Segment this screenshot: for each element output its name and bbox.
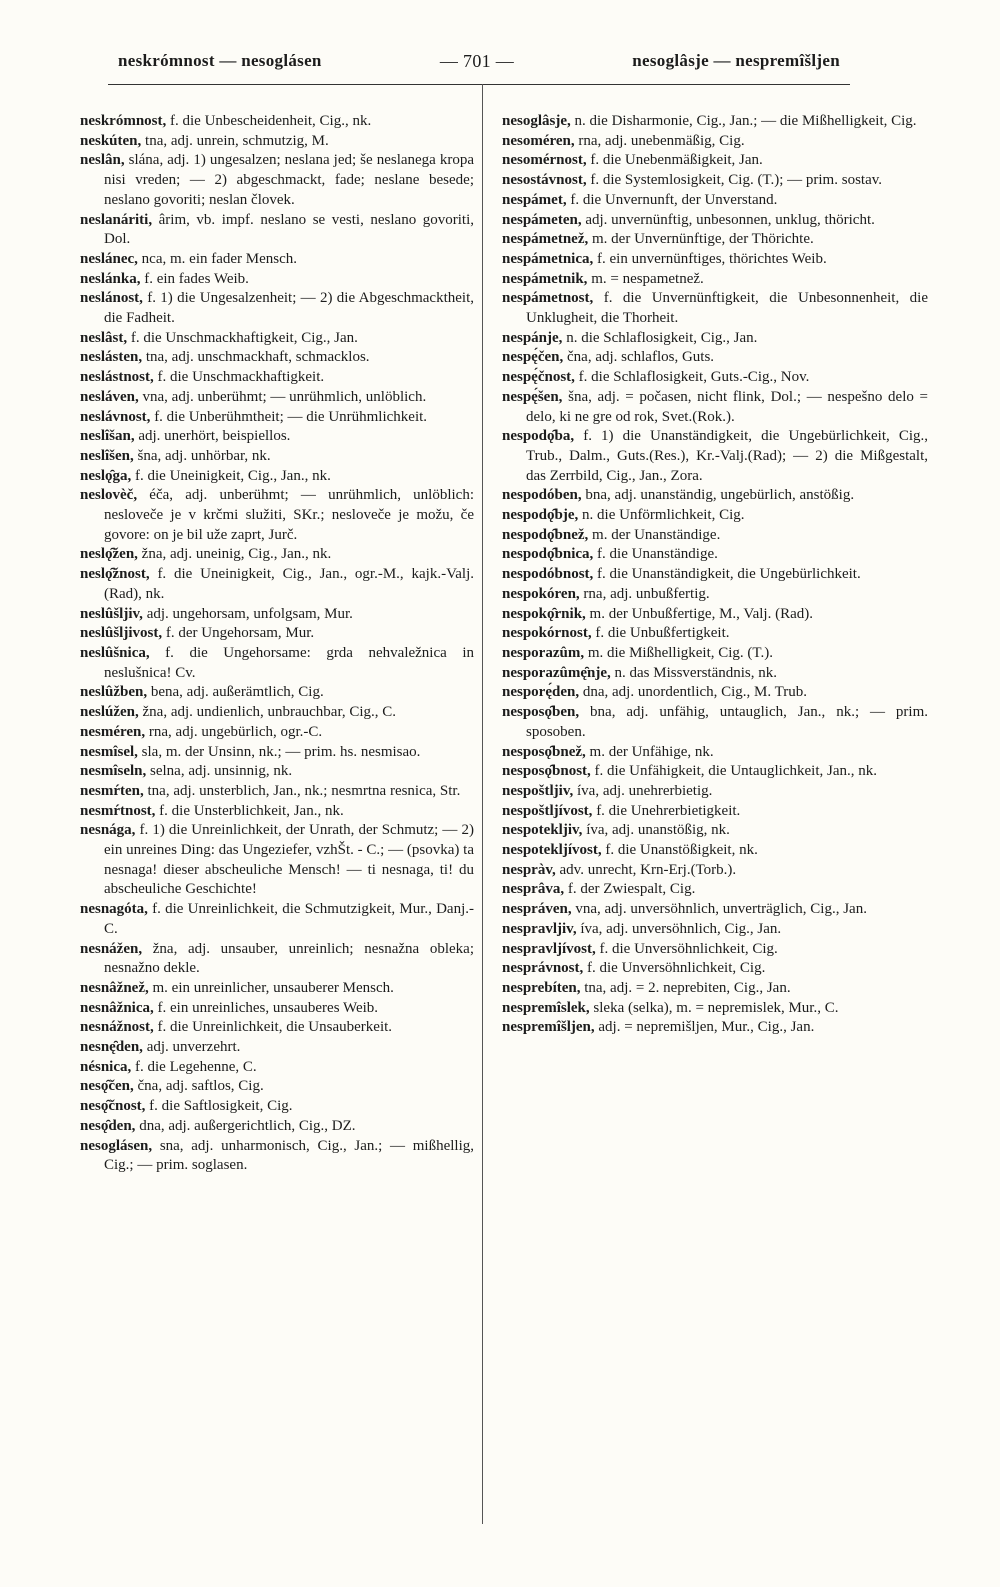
dictionary-entry bbox=[80, 250, 474, 270]
entry-headword: nespremîšljen, bbox=[502, 1019, 595, 1036]
entry-headword: nespremîslek, bbox=[502, 999, 590, 1016]
dictionary-entry bbox=[80, 329, 474, 349]
entry-definition: rna, adj. ungebürlich, ogr.-C. bbox=[148, 723, 323, 740]
dictionary-entry bbox=[502, 743, 928, 763]
dictionary-entry bbox=[502, 940, 928, 960]
entry-headword: nesporę́den, bbox=[502, 684, 580, 701]
dictionary-entry bbox=[502, 230, 928, 250]
entry-headword: nesprâva, bbox=[502, 881, 565, 898]
entry-headword: nesǫ̑den, bbox=[80, 1117, 136, 1134]
dictionary-entry bbox=[502, 348, 928, 368]
column-divider bbox=[482, 84, 483, 1524]
entry-headword: nespámetnik, bbox=[502, 270, 588, 287]
dictionary-entry bbox=[80, 427, 474, 447]
dictionary-entry bbox=[502, 880, 928, 900]
entry-definition: sla, m. der Unsinn, nk.; — prim. hs. nesmisao. bbox=[141, 743, 421, 760]
entry-headword: nesposǫ̑ben, bbox=[502, 704, 580, 721]
entry-definition: f. die Legehenne, C. bbox=[135, 1058, 257, 1075]
entry-definition: bna, adj. unanständig, ungebürlich, anstößig. bbox=[585, 487, 855, 504]
entry-definition: f. die Schlaflosigkeit, Guts.-Cig., Nov. bbox=[578, 369, 810, 386]
entry-definition: f. die Unehrerbietigkeit. bbox=[596, 802, 741, 819]
dictionary-entry bbox=[502, 664, 928, 684]
entry-headword: neslǫ̑žen, bbox=[80, 546, 138, 563]
dictionary-entry bbox=[80, 723, 474, 743]
entry-definition: m. = nespametnež. bbox=[591, 270, 704, 287]
dictionary-entry bbox=[502, 624, 928, 644]
entry-definition: f. ein fades Weib. bbox=[144, 270, 249, 287]
entry-definition: adj. unerhört, beispiellos. bbox=[138, 428, 291, 445]
entry-headword: nespodǫ̑bnež, bbox=[502, 526, 589, 543]
entry-definition: f. ein unreinliches, unsauberes Weib. bbox=[157, 999, 379, 1016]
entry-headword: neslanáriti, bbox=[80, 211, 153, 228]
entry-definition: žna, adj. undienlich, unbrauchbar, Cig., C. bbox=[142, 704, 397, 721]
entry-definition: dna, adj. unordentlich, Cig., M. Trub. bbox=[582, 684, 808, 701]
dictionary-entry bbox=[80, 743, 474, 763]
entry-definition: šna, adj. = počasen, nicht flink, Dol.; — nespešno delo = delo, ki ne gre od rok, Svet.(Rok.). bbox=[526, 388, 929, 425]
entry-headword: neslîšan, bbox=[80, 428, 135, 445]
entry-definition: f. die Unbescheidenheit, Cig., nk. bbox=[170, 113, 372, 129]
dictionary-entry bbox=[502, 368, 928, 388]
entry-definition: adj. unverzehrt. bbox=[146, 1039, 241, 1056]
entry-definition: f. die Unbußfertigkeit. bbox=[595, 625, 730, 642]
entry-definition: adj. ungehorsam, unfolgsam, Mur. bbox=[146, 605, 353, 622]
dictionary-entry bbox=[80, 467, 474, 487]
entry-definition: dna, adj. außergerichtlich, Cig., DZ. bbox=[139, 1117, 356, 1134]
entry-definition: f. der Ungehorsam, Mur. bbox=[165, 625, 315, 642]
dictionary-entry bbox=[80, 447, 474, 467]
entry-definition: m. die Mißhelligkeit, Cig. (T.). bbox=[587, 644, 773, 661]
dictionary-entry bbox=[502, 920, 928, 940]
entry-definition: f. die Saftlosigkeit, Cig. bbox=[149, 1098, 293, 1115]
entry-headword: nesoméren, bbox=[502, 132, 575, 149]
entry-definition: f. 1) die Unanständigkeit, die Ungebürlichkeit, Cig., Trub., Dalm., Guts.(Res.), Kr.-Valj.(Rad); — 2) die Mißgestalt, das Zerrbild, Cig., Jan., Zora. bbox=[526, 428, 928, 484]
dictionary-entry bbox=[80, 605, 474, 625]
entry-definition: bena, adj. außerämtlich, Cig. bbox=[150, 684, 324, 701]
entry-definition: sleka (selka), m. = nepremislek, Mur., C. bbox=[593, 999, 839, 1016]
entry-headword: neslúžen, bbox=[80, 704, 139, 721]
entry-headword: neslǫ̑žnost, bbox=[80, 566, 150, 583]
entry-definition: f. die Unschmackhaftigkeit, Cig., Jan. bbox=[130, 329, 358, 346]
entry-headword: neslûšljivost, bbox=[80, 625, 163, 642]
entry-definition: vna, adj. unberühmt; — unrühmlich, unlöblich. bbox=[142, 388, 427, 405]
dictionary-entry bbox=[80, 1117, 474, 1137]
entry-headword: nespodǫ̑bje, bbox=[502, 507, 579, 524]
entry-headword: nespodóben, bbox=[502, 487, 582, 504]
entry-definition: slána, adj. 1) ungesalzen; neslana jed; še neslanega kropa nisi vreden; — 2) abgeschmackt, fade; neslane besede; neslano govoriti; neslan človek. bbox=[104, 152, 475, 208]
dictionary-entry bbox=[80, 348, 474, 368]
dictionary-entry bbox=[502, 526, 928, 546]
dictionary-entry bbox=[502, 565, 928, 585]
entry-headword: nesposǫ̑bnež, bbox=[502, 743, 586, 760]
dictionary-entry bbox=[80, 289, 474, 328]
entry-headword: nespotekljiv, bbox=[502, 822, 583, 839]
entry-definition: rna, adj. unebenmäßig, Cig. bbox=[578, 132, 745, 149]
entry-definition: nca, m. ein fader Mensch. bbox=[141, 250, 298, 267]
dictionary-entry bbox=[502, 486, 928, 506]
entry-headword: nespoštljívost, bbox=[502, 802, 593, 819]
dictionary-entry bbox=[80, 388, 474, 408]
entry-headword: nespokóren, bbox=[502, 585, 580, 602]
entry-definition: čna, adj. saftlos, Cig. bbox=[137, 1078, 264, 1095]
entry-headword: nesnę̑den, bbox=[80, 1039, 143, 1056]
dictionary-entry bbox=[80, 802, 474, 822]
dictionary-entry bbox=[80, 565, 474, 604]
entry-definition: n. die Unförmlichkeit, Cig. bbox=[582, 507, 745, 524]
entry-headword: neslûšljiv, bbox=[80, 605, 143, 622]
dictionary-entry bbox=[502, 585, 928, 605]
dictionary-entry bbox=[80, 762, 474, 782]
dictionary-entry bbox=[502, 605, 928, 625]
dictionary-entry bbox=[80, 979, 474, 999]
dictionary-entry bbox=[502, 427, 928, 486]
dictionary-entry bbox=[502, 191, 928, 211]
entry-headword: neslûšnica, bbox=[80, 644, 150, 661]
entry-headword: nespámetnež, bbox=[502, 231, 589, 248]
dictionary-entry bbox=[502, 900, 928, 920]
dictionary-entry bbox=[80, 211, 474, 250]
entry-headword: nesǫ̑čnost, bbox=[80, 1098, 146, 1115]
dictionary-entry bbox=[502, 959, 928, 979]
dictionary-entry bbox=[80, 132, 474, 152]
dictionary-entry bbox=[80, 270, 474, 290]
entry-definition: adj. = nepremišljen, Mur., Cig., Jan. bbox=[598, 1019, 815, 1036]
entry-headword: neslǫ̑ga, bbox=[80, 467, 132, 484]
entry-definition: f. die Unvernünftigkeit, die Unbesonnenheit, die Unklugheit, die Thorheit. bbox=[526, 290, 928, 327]
entry-headword: nesmŕten, bbox=[80, 782, 144, 799]
dictionary-entry bbox=[80, 1097, 474, 1117]
dictionary-entry bbox=[502, 270, 928, 290]
entry-definition: n. das Missverständnis, nk. bbox=[614, 664, 777, 681]
entry-definition: tna, adj. = 2. neprebiten, Cig., Jan. bbox=[584, 979, 791, 996]
entry-headword: nesmîsel, bbox=[80, 743, 138, 760]
dictionary-entry bbox=[502, 782, 928, 802]
entry-headword: nesnagóta, bbox=[80, 901, 148, 918]
entry-headword: nespravljiv, bbox=[502, 920, 577, 937]
entry-headword: nespotekljívost, bbox=[502, 842, 602, 859]
entry-headword: nésnica, bbox=[80, 1058, 132, 1075]
entry-definition: éča, adj. unberühmt; — unrühmlich, unlöblich: nesloveče je v krčmi služiti, SKr.; nesloveče je možu, če govore: on je bil uže zaprt, Jurč. bbox=[104, 487, 475, 543]
entry-definition: m. der Unanständige. bbox=[592, 526, 721, 543]
entry-definition: íva, adj. unversöhnlich, Cig., Jan. bbox=[580, 920, 782, 937]
dictionary-entry bbox=[502, 802, 928, 822]
dictionary-entry bbox=[80, 408, 474, 428]
entry-headword: nesnážen, bbox=[80, 940, 143, 957]
entry-definition: žna, adj. uneinig, Cig., Jan., nk. bbox=[141, 546, 332, 563]
entry-headword: nespámet, bbox=[502, 191, 567, 208]
entry-definition: n. die Schlaflosigkeit, Cig., Jan. bbox=[566, 329, 758, 346]
entry-headword: neskúten, bbox=[80, 132, 142, 149]
dictionary-entry bbox=[80, 151, 474, 210]
entry-definition: f. die Unberühmtheit; — die Unrühmlichkeit. bbox=[154, 408, 428, 425]
dictionary-entry bbox=[502, 289, 928, 328]
entry-headword: nesporazûmę̑nje, bbox=[502, 664, 611, 681]
entry-headword: nesoglâsje, bbox=[502, 113, 571, 129]
header-rule bbox=[108, 84, 850, 85]
entry-headword: nesomérnost, bbox=[502, 152, 587, 169]
entry-definition: tna, adj. unschmackhaft, schmacklos. bbox=[145, 349, 370, 366]
entry-headword: nesnâžnež, bbox=[80, 979, 149, 996]
dictionary-entry bbox=[80, 545, 474, 565]
dictionary-entry bbox=[502, 250, 928, 270]
page-number: — 701 — bbox=[439, 50, 515, 71]
entry-headword: neslánec, bbox=[80, 250, 138, 267]
entry-headword: nespokǫ̑rnik, bbox=[502, 605, 586, 622]
entry-headword: nespoštljiv, bbox=[502, 782, 574, 799]
dictionary-entry bbox=[502, 999, 928, 1019]
entry-headword: nespę́čnost, bbox=[502, 369, 575, 386]
dictionary-entry bbox=[80, 1038, 474, 1058]
dictionary-entry bbox=[80, 900, 474, 939]
entry-definition: íva, adj. unehrerbietig. bbox=[577, 782, 713, 799]
entry-definition: f. die Unfähigkeit, die Untauglichkeit, Jan., nk. bbox=[594, 763, 877, 780]
entry-headword: nespánje, bbox=[502, 329, 563, 346]
entry-definition: f. die Ungehorsame: grda nehvaležnica in neslušnica! Cv. bbox=[104, 644, 474, 681]
dictionary-entry bbox=[502, 683, 928, 703]
entry-definition: f. ein unvernünftiges, thörichtes Weib. bbox=[597, 250, 827, 267]
entry-headword: neslâst, bbox=[80, 329, 128, 346]
entry-definition: f. die Unanstößigkeit, nk. bbox=[605, 842, 758, 859]
dictionary-entry bbox=[502, 171, 928, 191]
dictionary-entry bbox=[80, 368, 474, 388]
entry-definition: adv. unrecht, Krn-Erj.(Torb.). bbox=[559, 861, 737, 878]
entry-headword: nesméren, bbox=[80, 723, 146, 740]
entry-definition: n. die Disharmonie, Cig., Jan.; — die Mißhelligkeit, Cig. bbox=[574, 113, 917, 129]
left-column bbox=[80, 112, 474, 1176]
entry-headword: nesǫ̑čen, bbox=[80, 1078, 134, 1095]
dictionary-entry bbox=[80, 1137, 474, 1176]
entry-definition: f. die Unanständigkeit, die Ungebürlichkeit. bbox=[597, 566, 861, 583]
running-head-left: neskrómnost — nesoglásen bbox=[118, 51, 322, 70]
entry-headword: neslûžben, bbox=[80, 684, 148, 701]
entry-definition: sna, adj. unharmonisch, Cig., Jan.; — mißhellig, Cig.; — prim. soglasen. bbox=[104, 1137, 474, 1174]
entry-definition: šna, adj. unhörbar, nk. bbox=[137, 447, 271, 464]
entry-headword: neslân, bbox=[80, 152, 125, 169]
dictionary-entry bbox=[80, 940, 474, 979]
entry-definition: m. ein unreinlicher, unsauberer Mensch. bbox=[152, 979, 394, 996]
entry-definition: f. 1) die Ungesalzenheit; — 2) die Abgeschmacktheit, die Fadheit. bbox=[104, 290, 474, 327]
entry-definition: rna, adj. unbußfertig. bbox=[583, 585, 710, 602]
dictionary-entry bbox=[502, 703, 928, 742]
entry-headword: nesmŕtnost, bbox=[80, 802, 156, 819]
entry-definition: m. der Unbußfertige, M., Valj. (Rad). bbox=[589, 605, 813, 622]
entry-definition: f. die Uneinigkeit, Cig., Jan., nk. bbox=[135, 467, 331, 484]
entry-definition: f. die Unversöhnlichkeit, Cig. bbox=[587, 960, 766, 977]
entry-headword: neslánost, bbox=[80, 290, 143, 307]
entry-definition: tna, adj. unrein, schmutzig, M. bbox=[145, 132, 329, 149]
entry-headword: neslîšen, bbox=[80, 447, 134, 464]
entry-definition: f. die Unvernunft, der Unverstand. bbox=[570, 191, 778, 208]
entry-definition: f. 1) die Unreinlichkeit, der Unrath, der Schmutz; — 2) ein unreines Ding: das Ungeziefer, vzhŠt. - C.; — (psovka) ta nesnaga! dieser abscheuliche Mensch! — ti nesnaga, ti! du abscheuliche Geschichte! bbox=[104, 822, 474, 898]
entry-definition: bna, adj. unfähig, untauglich, Jan., nk.; — prim. sposoben. bbox=[526, 704, 929, 740]
entry-headword: nespę́šen, bbox=[502, 388, 563, 405]
entry-definition: f. die Unsterblichkeit, Jan., nk. bbox=[159, 802, 344, 819]
entry-headword: neslástnost, bbox=[80, 369, 154, 386]
entry-headword: nespokórnost, bbox=[502, 625, 592, 642]
entry-headword: nespámetnost, bbox=[502, 290, 594, 307]
dictionary-entry bbox=[502, 1018, 928, 1038]
entry-definition: f. die Unversöhnlichkeit, Cig. bbox=[599, 940, 778, 957]
entry-definition: f. die Unschmackhaftigkeit. bbox=[157, 369, 325, 386]
dictionary-entry bbox=[502, 644, 928, 664]
entry-definition: selna, adj. unsinnig, nk. bbox=[150, 763, 293, 780]
dictionary-entry bbox=[502, 841, 928, 861]
dictionary-entry bbox=[502, 329, 928, 349]
entry-headword: nesmîseln, bbox=[80, 763, 147, 780]
right-column bbox=[502, 112, 928, 1038]
entry-definition: f. die Unreinlichkeit, die Unsauberkeit. bbox=[157, 1019, 393, 1036]
entry-headword: nespámetnica, bbox=[502, 250, 594, 267]
entry-headword: nesnâžnica, bbox=[80, 999, 154, 1016]
entry-headword: nespràv, bbox=[502, 861, 556, 878]
entry-definition: ârim, vb. impf. neslano se vesti, neslano govoriti, Dol. bbox=[104, 211, 474, 248]
entry-headword: nesnága, bbox=[80, 822, 136, 839]
entry-headword: nespodǫ̑bnica, bbox=[502, 546, 594, 563]
entry-definition: f. die Unebenmäßigkeit, Jan. bbox=[590, 152, 763, 169]
entry-headword: nespę́čen, bbox=[502, 349, 564, 366]
dictionary-entry bbox=[502, 132, 928, 152]
entry-headword: nespravljívost, bbox=[502, 940, 596, 957]
dictionary-entry bbox=[502, 545, 928, 565]
dictionary-entry bbox=[80, 112, 474, 132]
entry-headword: nesostávnost, bbox=[502, 172, 587, 189]
dictionary-entry bbox=[502, 506, 928, 526]
entry-headword: nesprebíten, bbox=[502, 979, 581, 996]
running-head-right: nesoglâsje — nespremîšljen bbox=[632, 51, 840, 70]
entry-definition: žna, adj. unsauber, unreinlich; nesnažna obleka; nesnažno dekle. bbox=[104, 940, 475, 977]
dictionary-entry bbox=[502, 211, 928, 231]
entry-definition: m. der Unvernünftige, der Thörichte. bbox=[592, 231, 814, 248]
dictionary-entry bbox=[502, 762, 928, 782]
entry-definition: íva, adj. unanstößig, nk. bbox=[586, 822, 730, 839]
dictionary-entry bbox=[502, 821, 928, 841]
entry-headword: nespodóbnost, bbox=[502, 566, 594, 583]
entry-definition: tna, adj. unsterblich, Jan., nk.; nesmrtna resnica, Str. bbox=[147, 782, 461, 799]
entry-definition: f. die Unreinlichkeit, die Schmutzigkeit, Mur., Danj.-C. bbox=[104, 901, 474, 937]
entry-headword: nesláven, bbox=[80, 388, 139, 405]
entry-headword: nesprávnost, bbox=[502, 960, 584, 977]
entry-headword: nespámeten, bbox=[502, 211, 582, 228]
dictionary-entry bbox=[80, 624, 474, 644]
dictionary-entry bbox=[80, 486, 474, 545]
dictionary-entry bbox=[80, 1058, 474, 1078]
dictionary-entry bbox=[80, 1077, 474, 1097]
dictionary-entry bbox=[502, 861, 928, 881]
entry-definition: f. die Systemlosigkeit, Cig. (T.); — prim. sostav. bbox=[590, 172, 883, 189]
dictionary-entry bbox=[502, 979, 928, 999]
entry-definition: čna, adj. schlaflos, Guts. bbox=[567, 349, 715, 366]
entry-headword: nesposǫ̑bnost, bbox=[502, 763, 591, 780]
entry-definition: vna, adj. unversöhnlich, unverträglich, Cig., Jan. bbox=[575, 901, 867, 918]
dictionary-entry bbox=[502, 388, 928, 427]
entry-headword: neslovèč, bbox=[80, 487, 138, 504]
dictionary-entry bbox=[80, 683, 474, 703]
dictionary-entry bbox=[80, 703, 474, 723]
entry-headword: neslásten, bbox=[80, 349, 143, 366]
dictionary-entry bbox=[80, 821, 474, 900]
entry-headword: nespodǫ̑ba, bbox=[502, 428, 575, 445]
dictionary-entry bbox=[80, 644, 474, 683]
entry-definition: f. der Zwiespalt, Cig. bbox=[567, 881, 696, 898]
entry-definition: m. der Unfähige, nk. bbox=[589, 743, 714, 760]
entry-headword: nesoglásen, bbox=[80, 1137, 153, 1154]
running-head bbox=[118, 44, 840, 78]
entry-definition: f. die Unanständige. bbox=[597, 546, 718, 563]
entry-definition: adj. unvernünftig, unbesonnen, unklug, thöricht. bbox=[585, 211, 875, 228]
entry-headword: nespráven, bbox=[502, 901, 572, 918]
entry-headword: neslávnost, bbox=[80, 408, 151, 425]
entry-definition: f. die Uneinigkeit, Cig., Jan., ogr.-M., kajk.-Valj.(Rad), nk. bbox=[104, 566, 474, 602]
entry-headword: neskrómnost, bbox=[80, 113, 167, 129]
entry-headword: nesnážnost, bbox=[80, 1019, 154, 1036]
entry-headword: neslánka, bbox=[80, 270, 141, 287]
dictionary-entry bbox=[502, 151, 928, 171]
dictionary-entry bbox=[80, 1018, 474, 1038]
dictionary-entry bbox=[80, 782, 474, 802]
dictionary-entry bbox=[80, 999, 474, 1019]
entry-headword: nesporazûm, bbox=[502, 644, 585, 661]
dictionary-entry bbox=[502, 112, 928, 132]
